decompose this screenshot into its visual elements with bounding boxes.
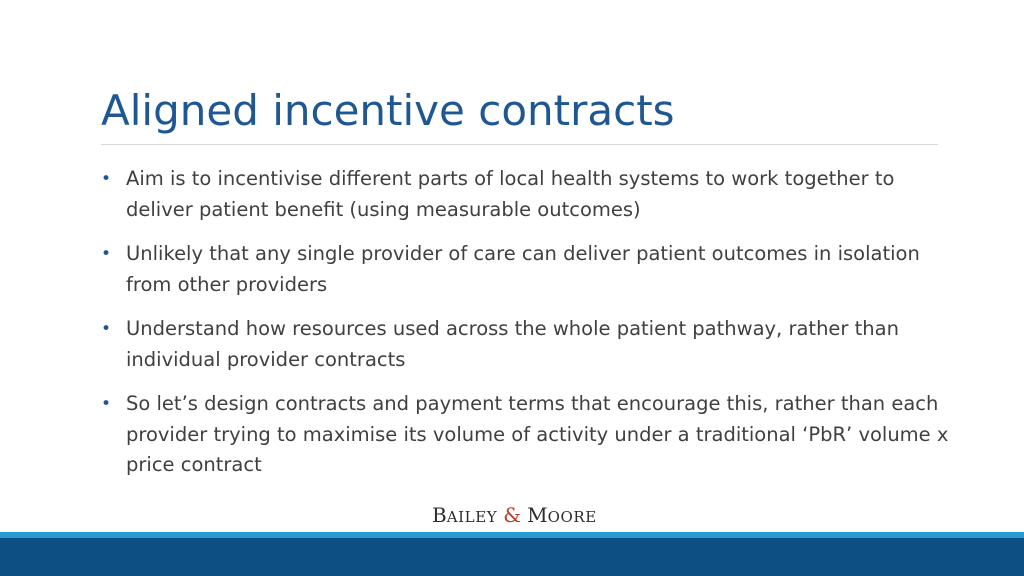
logo-initial-m: M [527,503,548,527]
bullet-dot-icon: • [101,244,112,264]
bullet-text: So let’s design contracts and payment terms that encourage this, rather than each provider trying to maximise its volume of activity under a traditional ‘PbR’ volume x price contract [126,392,949,476]
bullet-dot-icon: • [101,169,112,189]
bullet-text: Aim is to incentivise different parts of local health systems to work together to deliver patient benefit (using measurable outcomes) [126,167,895,221]
bullet-dot-icon: • [101,394,112,414]
slide-title: Aligned incentive contracts [101,86,675,135]
bullet-item [101,239,961,300]
bullet-text: Understand how resources used across the whole patient pathway, rather than individual provider contracts [126,317,899,371]
logo-word-oore: OORE [547,508,597,526]
logo-initial-b: B [432,503,447,527]
bullet-item [101,314,961,375]
company-logo [432,503,597,527]
bullet-dot-icon: • [101,319,112,339]
title-divider [101,144,938,145]
bullet-item [101,389,961,481]
logo-word-ailey: AILEY [446,508,498,526]
footer-band [0,538,1024,576]
bullet-list [101,164,961,495]
logo-ampersand: & [503,503,522,527]
bullet-item [101,164,961,225]
bullet-text: Unlikely that any single provider of care can deliver patient outcomes in isolation from other providers [126,242,920,296]
